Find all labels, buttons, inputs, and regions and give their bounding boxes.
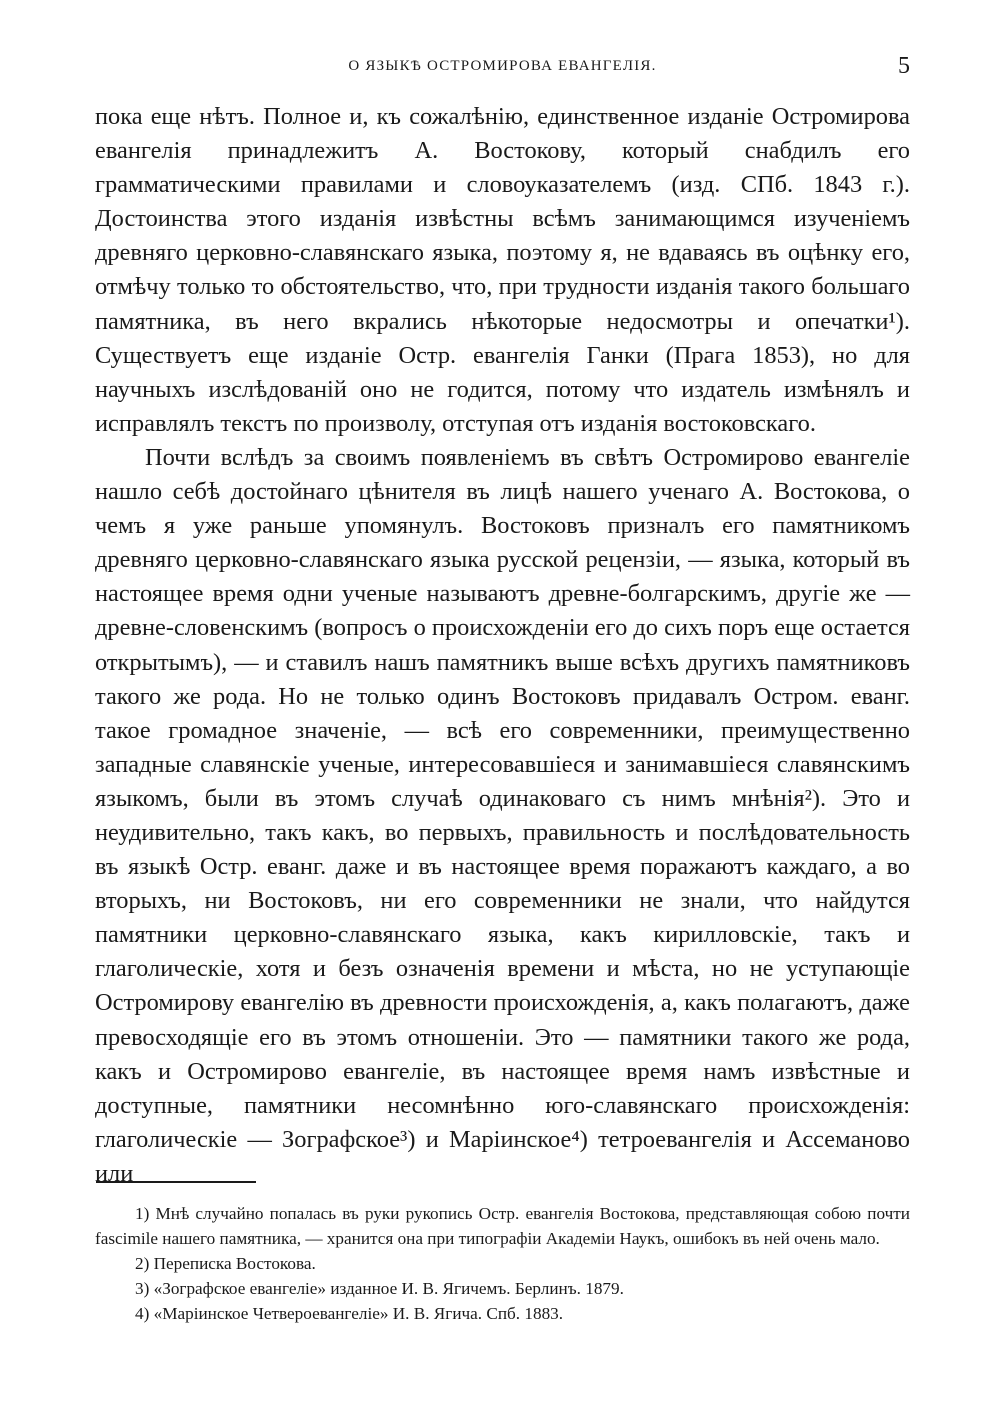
footnotes xyxy=(95,1201,910,1326)
footnote-3: 3) «Зографское евангеліе» изданное И. В. Ягичемъ. Берлинъ. 1879. xyxy=(135,1279,624,1298)
footnote-1: 1) Мнѣ случайно попалась въ руки рукопись Остр. евангелія Востокова, представляющая собою почти fascimile нашего памятника, — хранится она при типографіи Академіи Наукъ, ошибокъ въ ней очень мало. xyxy=(95,1204,910,1248)
body-text xyxy=(95,100,910,1191)
footnote-4: 4) «Маріинское Четвероевангеліе» И. В. Ягича. Спб. 1883. xyxy=(135,1304,564,1323)
page-number: 5 xyxy=(898,53,910,79)
paragraph: Почти вслѣдъ за своимъ появленіемъ въ свѣтъ Остромирово евангеліе нашло себѣ достойнаго цѣнителя въ лицѣ нашего ученаго А. Востокова, о чемъ я уже раньше упомянулъ. Востоковъ призналъ его памятникомъ древняго церковно-славянскаго языка русской рецензіи, — языка, который въ настоящее время одни ученые называютъ древне-болгарскимъ, другіе же — древне-словенскимъ (вопросъ о происхожденіи его до сихъ поръ еще остается открытымъ), — и ставилъ нашъ памятникъ выше всѣхъ другихъ памятниковъ такого же рода. Но не только одинъ Востоковъ придавалъ Остром. еванг. такое громадное значеніе, — всѣ его современники, преимущественно западные славянскіе ученые, интересовавшіеся и занимавшіеся славянскимъ языкомъ, были въ этомъ случаѣ одинаковаго съ нимъ мнѣнія²). Это и неудивительно, такъ какъ, во первыхъ, правильность и послѣдовательность въ языкѣ Остр. еванг. даже и въ настоящее время поражаютъ каждаго, а во вторыхъ, ни Востоковъ, ни его современники не знали, что найдутся памятники церковно-славянскаго языка, какъ кирилловскіе, такъ и глаголическіе, хотя и безъ означенія времени и мѣста, но не уступающіе Остромирову евангелію въ древности происхожденія, а, какъ полагаютъ, даже превосходящіе его въ этомъ отношеніи. Это — памятники такого же рода, какъ и Остромирово евангеліе, въ настоящее время намъ извѣстные и доступные, памятники несомнѣнно юго-славянскаго происхожденія: глаголическіе — Зографское³) и Маріинское⁴) тетроевангелія и Ассеманово или xyxy=(95,443,910,1187)
footnote-divider xyxy=(96,1181,256,1183)
footnote-2: 2) Переписка Востокова. xyxy=(135,1254,316,1273)
running-title: О ЯЗЫКѢ ОСТРОМИРОВА ЕВАНГЕЛІЯ. xyxy=(348,58,657,74)
paragraph-continuation: пока еще нѣтъ. Полное и, къ сожалѣнію, единственное изданіе Остромирова евангелія принадлежитъ А. Востокову, который снабдилъ его грамматическими правилами и словоуказателемъ (изд. СПб. 1843 г.). Достоинства этого изданія извѣстны всѣмъ занимающимся изученіемъ древняго церковно-славянскаго языка, поэтому я, не вдаваясь въ оцѣнку его, отмѣчу только то обстоятельство, что, при трудности изданія такого большаго памятника, въ него вкрались нѣкоторые недосмотры и опечатки¹). Существуетъ еще изданіе Остр. евангелія Ганки (Прага 1853), но для научныхъ изслѣдованій оно не годится, потому что издатель измѣнялъ и исправлялъ текстъ по произволу, отступая отъ изданія востоковскаго. xyxy=(95,103,910,437)
running-head xyxy=(95,53,910,80)
